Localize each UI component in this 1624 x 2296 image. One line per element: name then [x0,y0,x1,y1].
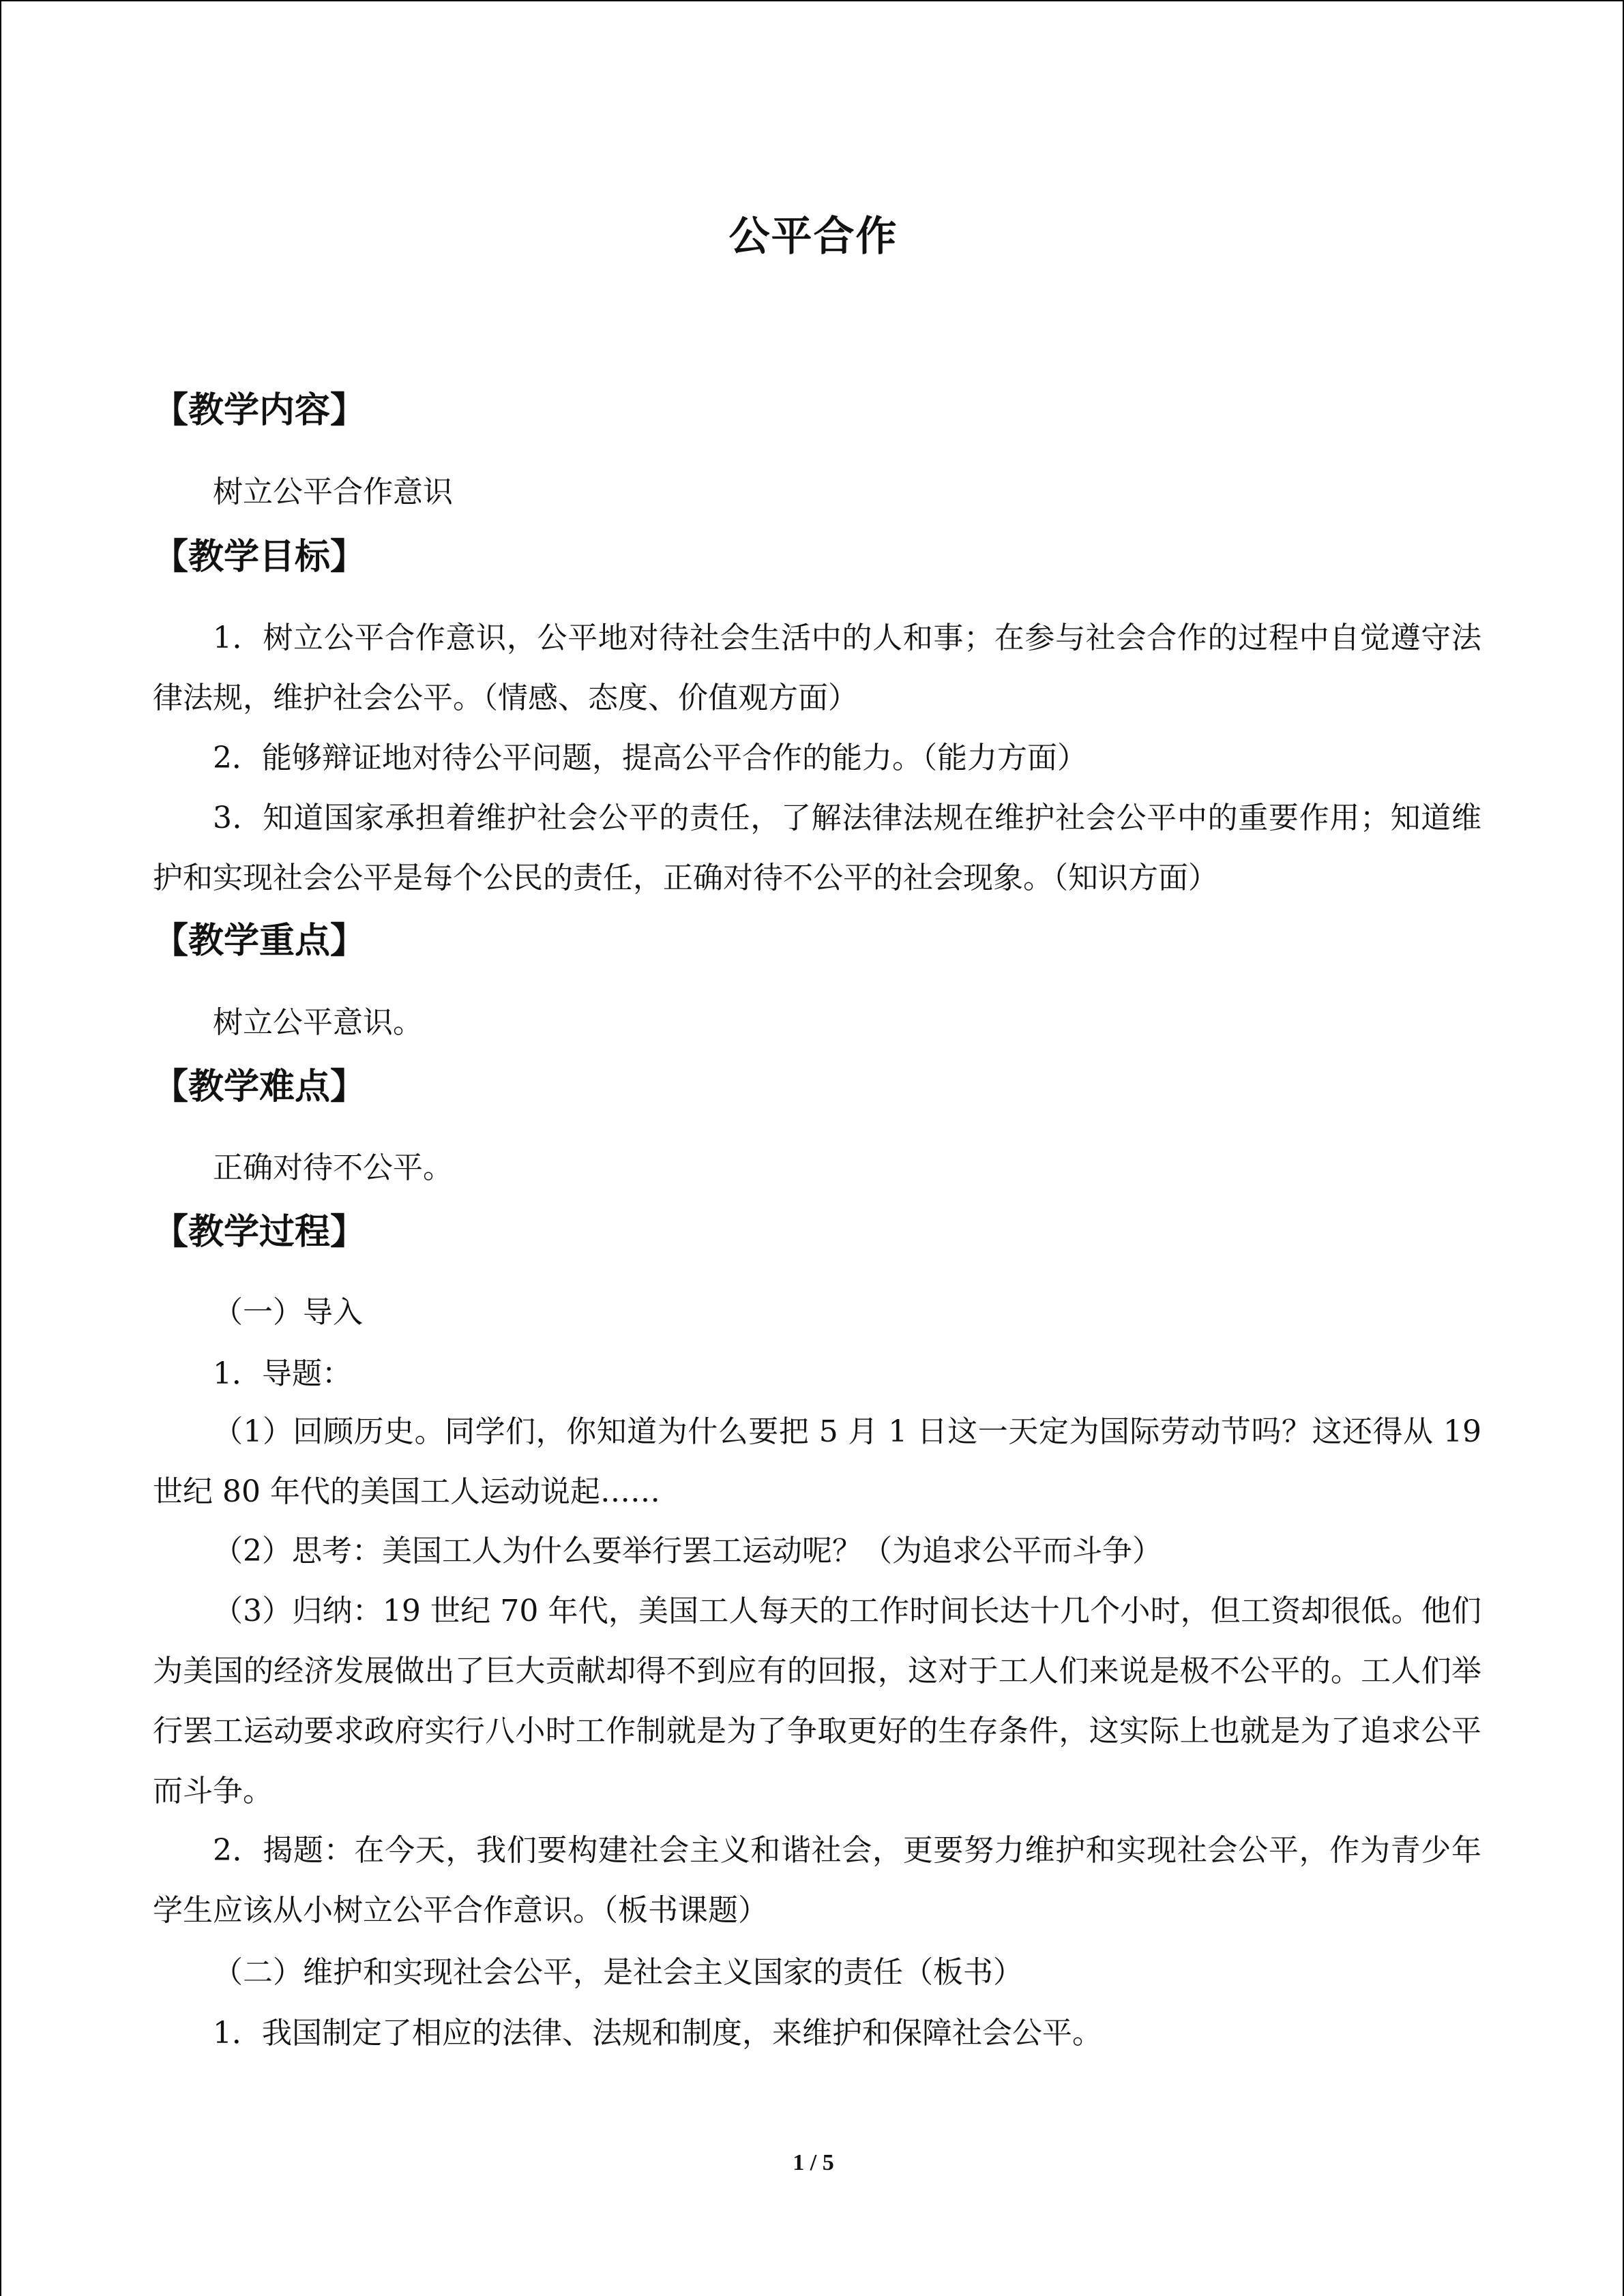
intro-item-2: 2．揭题：在今天，我们要构建社会主义和谐社会，更要努力维护和实现社会公平，作为青少年学生应该从小树立公平合作意识。（板书课题） [153,1833,1481,1928]
intro-item-1: 1．导题： [213,1356,352,1391]
page-number: 1 / 5 [793,2150,834,2175]
goal-item-2: 2．能够辩证地对待公平问题，提高公平合作的能力。（能力方面） [213,741,1087,775]
section-heading-key: 【教学重点】 [153,920,366,961]
intro-item-1-2: （2）思考：美国工人为什么要举行罢工运动呢？（为追求公平而斗争） [213,1534,1162,1568]
intro-item-1-3: （3）归纳：19 世纪 70 年代，美国工人每天的工作时间长达十几个小时，但工资却很低。他们为美国的经济发展做出了巨大贡献却得不到应有的回报，这对于工人们来说是极不公平的。工人们举行罢工运动要求政府实行八小时工作制就是为了争取更好的生存条件，这实际上也就是为了追求公平而斗争。 [153,1594,1481,1808]
intro-title: （一）导入 [213,1295,363,1330]
section-heading-content: 【教学内容】 [153,389,366,431]
content-text: 树立公平合作意识 [213,475,453,509]
part2-item-1: 1．我国制定了相应的法律、法规和制度，来维护和保障社会公平。 [213,2016,1102,2051]
goal-item-3: 3．知道国家承担着维护社会公平的责任，了解法律法规在维护社会公平中的重要作用；知道维护和实现社会公平是每个公民的责任，正确对待不公平的社会现象。（知识方面） [153,801,1481,895]
section-heading-goals: 【教学目标】 [153,536,366,578]
intro-item-1-1: （1）回顾历史。同学们，你知道为什么要把 5 月 1 日这一天定为国际劳动节吗？这还得从 19 世纪 80 年代的美国工人运动说起…… [153,1414,1481,1509]
part2-title: （二）维护和实现社会公平，是社会主义国家的责任（板书） [213,1955,1023,1990]
difficulty-text: 正确对待不公平。 [213,1150,453,1185]
key-text: 树立公平意识。 [213,1005,423,1040]
section-heading-difficulty: 【教学难点】 [153,1066,366,1107]
section-heading-process: 【教学过程】 [153,1211,366,1253]
goal-item-1: 1．树立公平合作意识，公平地对待社会生活中的人和事；在参与社会合作的过程中自觉遵守法律法规，维护社会公平。（情感、态度、价值观方面） [153,621,1481,715]
document-title: 公平合作 [728,213,898,260]
